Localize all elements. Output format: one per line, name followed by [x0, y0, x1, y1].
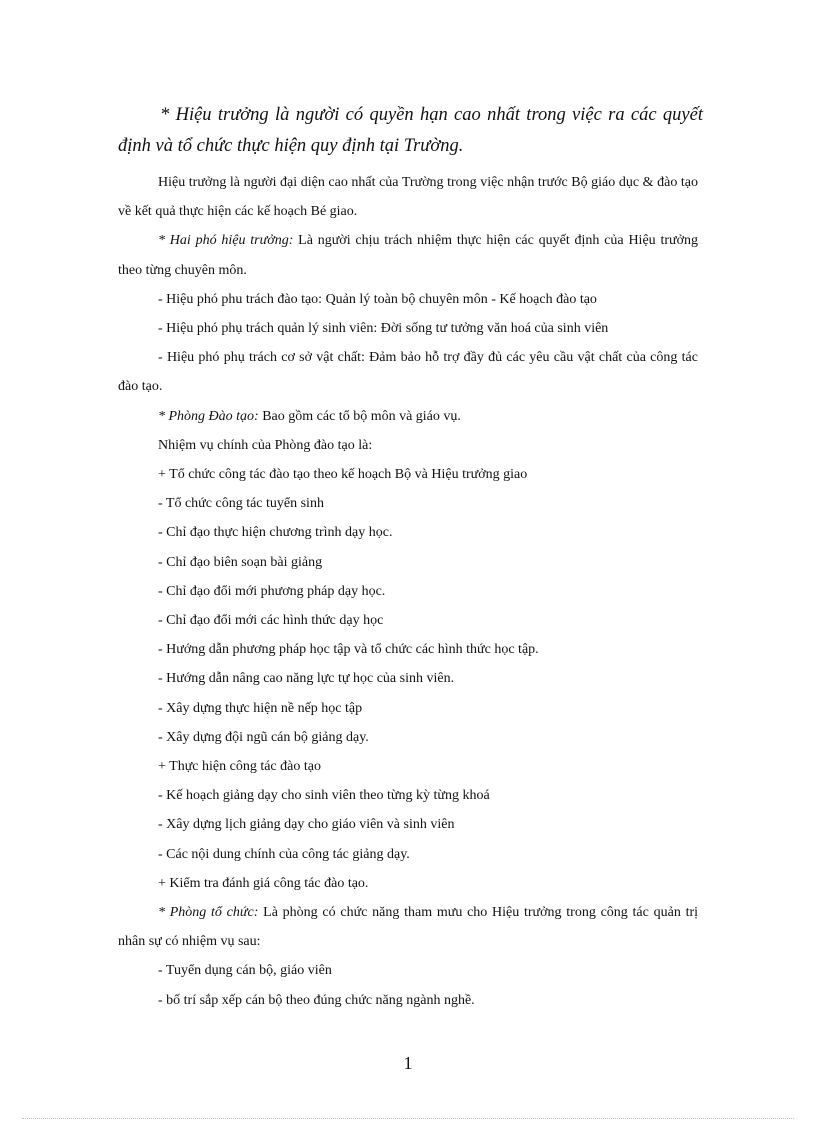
paragraph-text: + Tổ chức công tác đào tạo theo kế hoạch Bộ và Hiệu trưởng giao — [158, 467, 528, 483]
paragraph-text: Nhiệm vụ chính của Phòng đào tạo là: — [158, 437, 373, 453]
paragraph-text: Hiệu trưởng là người đại diện cao nhất của Trường trong việc nhận trước Bộ giáo dục & đào tạo về kết quả thực hiện các kế hoạch Bé giao. — [118, 175, 698, 220]
paragraph-text: - Chỉ đạo thực hiện chương trình dạy học. — [158, 525, 393, 541]
paragraph-text: + Thực hiện công tác đào tạo — [158, 759, 321, 775]
paragraph-8 — [118, 460, 698, 489]
paragraph-text: - Hiệu phó phu trách đào tạo: Quản lý toàn bộ chuyên môn - Kế hoạch đào tạo — [158, 291, 597, 307]
paragraph-9 — [118, 489, 698, 518]
paragraph-23 — [118, 898, 698, 956]
paragraph-text: - Hướng dẫn nâng cao năng lực tự học của sinh viên. — [158, 671, 455, 687]
paragraph-20 — [118, 810, 698, 839]
paragraph-text: - bố trí sắp xếp cán bộ theo đúng chức năng ngành nghề. — [158, 992, 475, 1008]
paragraph-text: Bao gồm các tổ bộ môn và giáo vụ. — [258, 408, 461, 424]
paragraph-19 — [118, 781, 698, 810]
paragraph-text: Là người chịu trách nhiệm thực hiện các quyết định của Hiệu trưởng theo từng chuyên môn. — [118, 233, 698, 278]
paragraph-text: - Tuyển dụng cán bộ, giáo viên — [158, 963, 332, 979]
paragraph-lead: * Phòng Đào tạo: — [158, 408, 259, 424]
paragraph-text: - Tổ chức công tác tuyển sinh — [158, 496, 324, 512]
paragraph-24 — [118, 956, 698, 985]
paragraph-13 — [118, 606, 698, 635]
paragraph-lead: * Phòng tổ chức: — [158, 905, 259, 921]
paragraph-text: + Kiểm tra đánh giá công tác đào tạo. — [158, 875, 369, 891]
paragraph-4 — [118, 314, 698, 343]
paragraph-text: - Xây dựng thực hiện nề nếp học tập — [158, 700, 363, 716]
paragraph-text: - Chỉ đạo biên soạn bài giảng — [158, 554, 323, 570]
paragraph-text: - Hiệu phó phụ trách cơ sở vật chất: Đảm bảo hỗ trợ đầy đủ các yêu cầu vật chất của công tác đào tạo. — [118, 350, 698, 395]
paragraph-10 — [118, 518, 698, 547]
paragraph-7 — [118, 431, 698, 460]
page-number: 1 — [403, 1053, 413, 1073]
paragraph-14 — [118, 635, 698, 664]
paragraph-text: - Xây dựng đội ngũ cán bộ giảng dạy. — [158, 729, 369, 745]
paragraph-text: - Kế hoạch giảng dạy cho sinh viên theo từng kỳ từng khoá — [158, 788, 490, 804]
paragraph-3 — [118, 285, 698, 314]
paragraph-text: - Hiệu phó phụ trách quản lý sinh viên: Đời sống tư tưởng văn hoá của sinh viên — [158, 321, 609, 337]
page-bottom-divider — [22, 1118, 794, 1119]
paragraph-2 — [118, 226, 698, 284]
paragraph-11 — [118, 548, 698, 577]
paragraph-text: - Chỉ đạo đổi mới các hình thức dạy học — [158, 613, 384, 629]
paragraph-25 — [118, 986, 698, 1015]
paragraph-18 — [118, 752, 698, 781]
paragraph-12 — [118, 577, 698, 606]
paragraph-22 — [118, 869, 698, 898]
paragraph-lead: * Hai phó hiệu trưởng: — [158, 233, 294, 249]
paragraph-5 — [118, 343, 698, 401]
paragraph-text: - Hướng dẫn phương pháp học tập và tổ chức các hình thức học tập. — [158, 642, 539, 658]
paragraph-16 — [118, 694, 698, 723]
paragraph-6 — [118, 402, 698, 431]
paragraph-15 — [118, 664, 698, 693]
document-body — [118, 168, 698, 1015]
section-heading: * Hiệu trưởng là người có quyền hạn cao nhất trong việc ra các quyết định và tổ chức thực hiện quy định tại Trường. — [118, 105, 703, 156]
paragraph-text: Là phòng có chức năng tham mưu cho Hiệu trưởng trong công tác quản trị nhân sự có nhiệm vụ sau: — [118, 905, 699, 950]
paragraph-17 — [118, 723, 698, 752]
paragraph-text: - Các nội dung chính của công tác giảng dạy. — [158, 846, 410, 862]
paragraph-21 — [118, 840, 698, 869]
paragraph-1 — [118, 168, 698, 226]
paragraph-text: - Chỉ đạo đổi mới phương pháp dạy học. — [158, 583, 386, 599]
paragraph-text: - Xây dựng lịch giảng dạy cho giáo viên và sinh viên — [158, 817, 455, 833]
